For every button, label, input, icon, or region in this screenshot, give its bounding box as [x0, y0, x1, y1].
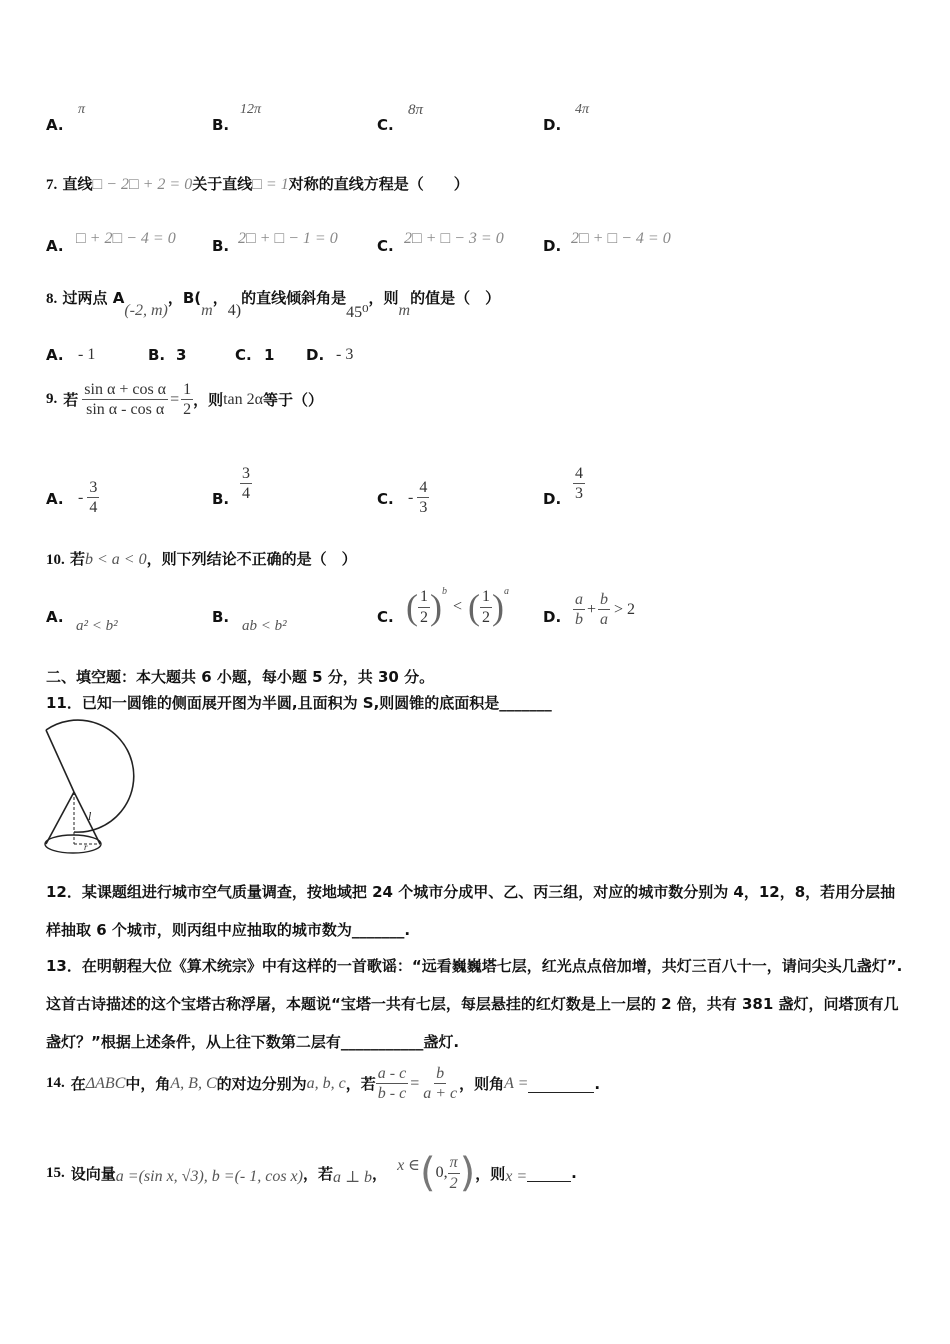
q9-text-1: 若	[63, 391, 79, 410]
q9-fraction	[82, 380, 168, 419]
q6-option-c-label: C.	[377, 116, 394, 134]
q9-number: 9.	[46, 391, 58, 408]
q10-option-c-paren-open-1: (	[406, 587, 418, 627]
question-11: 11．已知一圆锥的侧面展开图为半圆,且面积为 S,则圆锥的底面积是_______	[46, 694, 552, 712]
q15-vectors: a =(sin x, √3), b =(- 1, cos x)	[115, 1168, 303, 1185]
q15-number: 15.	[46, 1164, 65, 1181]
q6-option-b-value: 12π	[240, 102, 262, 117]
q9-fraction-numerator: sin α + cos α	[82, 380, 168, 400]
q10-option-c-base-1-num: 1	[418, 587, 430, 607]
q10-number: 10.	[46, 552, 65, 568]
q10-option-b-label: B.	[212, 608, 230, 626]
q10-option-d-label: D.	[543, 608, 562, 626]
q10-option-c-base-2	[480, 587, 492, 626]
q10-option-d-frac-1	[573, 590, 585, 629]
q9-option-c-den: 3	[419, 499, 428, 517]
q9-option-b-num: 3	[240, 464, 252, 484]
q9-option-c-fraction	[417, 478, 429, 517]
q9-option-a-num: 3	[87, 478, 99, 498]
q7-text-2: 关于直线	[192, 175, 253, 193]
q8-option-b-value: 3	[176, 346, 187, 364]
q14-text-4: ，若	[345, 1075, 376, 1094]
q9-option-a-den: 4	[89, 499, 98, 517]
q10-option-c-paren-close-1: )	[430, 587, 442, 627]
q9-text-2: ，则	[193, 391, 224, 410]
q15-text-3: ，	[372, 1164, 388, 1183]
question-14	[46, 1064, 600, 1103]
q9-text-3: 等于（）	[263, 391, 324, 410]
q7-option-d-value: 2□ + □ − 4 = 0	[571, 230, 671, 247]
q15-answer-blank[interactable]	[527, 1165, 571, 1182]
q8-option-d-value: - 3	[336, 346, 354, 363]
question-10	[46, 548, 357, 569]
q14-sides: a, b, c	[306, 1074, 346, 1092]
q14-end: .	[594, 1074, 601, 1093]
q7-line-2: □ = 1	[252, 176, 289, 193]
q8-text-4: ，则	[368, 289, 399, 307]
q10-option-a-label: A.	[46, 608, 64, 626]
q10-option-c-paren-open-2: (	[468, 587, 481, 627]
q7-option-a-value: □ + 2□ − 4 = 0	[76, 230, 176, 247]
q9-equals: =	[170, 390, 180, 408]
q10-option-c-base-1-den: 2	[420, 608, 428, 626]
q14-rhs-fraction	[421, 1064, 459, 1103]
q8-text-3: 的直线倾斜角是	[241, 289, 347, 307]
q10-option-d-value	[573, 590, 635, 629]
q10-option-c-label: C.	[377, 608, 394, 626]
q8-angle: 45⁰	[346, 304, 369, 321]
q10-text-2: ，则下列结论不正确的是（ ）	[146, 550, 357, 568]
q14-angles: A, B, C	[170, 1074, 217, 1092]
q10-option-d-n1: a	[573, 590, 585, 610]
q9-option-b-den: 4	[242, 485, 250, 503]
question-12: 12．某课题组进行城市空气质量调查，按地域把 24 个城市分成甲、乙、丙三组，对应的城市数分别为 4，12，8，若用分层抽样抽取 6 个城市，则丙组中应抽取的城市数为_______.	[46, 883, 896, 939]
q7-text-3: 对称的直线方程是（ ）	[288, 175, 469, 193]
q10-option-c-base-2-num: 1	[480, 587, 492, 607]
q10-option-d-d1: b	[575, 611, 583, 629]
q9-option-a-sign: -	[78, 488, 84, 506]
q14-answer-label: A =	[504, 1074, 529, 1092]
q9-rhs-numerator: 1	[181, 380, 193, 400]
q8-option-c-label: C.	[235, 346, 252, 364]
q7-number: 7.	[46, 177, 58, 193]
q15-end: .	[571, 1164, 577, 1182]
q14-text-3: 的对边分别为	[216, 1075, 307, 1094]
q15-text-4: ，则	[475, 1164, 506, 1183]
q14-number: 14.	[46, 1075, 65, 1092]
q9-option-c-num: 4	[417, 478, 429, 498]
q10-option-d-frac-2	[598, 590, 610, 629]
q14-text-1: 在	[70, 1075, 86, 1094]
q7-option-a-label: A.	[46, 237, 64, 255]
q15-domain-label: x ∈	[397, 1157, 421, 1174]
q10-option-a-value: a² < b²	[76, 618, 118, 634]
q9-option-c-label: C.	[377, 490, 394, 508]
q15-answer-label: x =	[505, 1168, 528, 1185]
q14-text-2: 中，角	[125, 1075, 171, 1094]
q7-option-c-value: 2□ + □ − 3 = 0	[404, 230, 504, 247]
q7-option-c-label: C.	[377, 237, 394, 255]
q6-option-c-value: 8π	[408, 102, 424, 118]
q9-fraction-denominator: sin α - cos α	[86, 401, 165, 419]
q14-triangle: ΔABC	[85, 1074, 126, 1092]
q9-rhs-fraction	[181, 380, 193, 419]
q9-option-a-label: A.	[46, 490, 64, 508]
q14-lhs-fraction	[376, 1064, 408, 1103]
q10-option-c-base-1	[418, 587, 430, 626]
q6-option-a-label: A.	[46, 116, 64, 134]
q10-option-b-value: ab < b²	[242, 618, 287, 634]
q8-point-b-y: 4)	[227, 302, 242, 319]
q9-option-a-value	[78, 478, 99, 517]
q10-option-c-lt: <	[453, 598, 463, 615]
q8-option-c-value: 1	[264, 346, 275, 364]
q8-option-a-value: - 1	[78, 346, 96, 363]
q9-option-b-label: B.	[212, 490, 230, 508]
q7-option-b-value: 2□ + □ − 1 = 0	[238, 230, 338, 247]
q10-option-c-exp-2: a	[504, 586, 510, 597]
q8-text-1: 过两点 A	[62, 289, 125, 307]
q15-domain-fraction	[448, 1153, 460, 1192]
q10-option-d-d2: a	[600, 611, 609, 629]
q8-number: 8.	[46, 291, 58, 307]
q15-text-2: ，若	[302, 1164, 333, 1183]
question-13: 13．在明朝程大位《算术统宗》中有这样的一首歌谣：“远看巍巍塔七层，红光点点倍加增，共灯三百八十一，请问尖头几盏灯”.这首古诗描述的这个宝塔古称浮屠，本题说“宝塔一共有七层，每层悬挂的红灯数是上一层的 2 倍，共有 381 盏灯，问塔顶有几盏灯？”根据上述条件，从上往下数第二层有___________盏灯.	[46, 957, 903, 1051]
question-9	[46, 380, 323, 419]
q8-option-a-label: A.	[46, 346, 64, 364]
q15-paren-close: )	[459, 1150, 476, 1196]
q9-option-d-num: 4	[573, 464, 585, 484]
q9-option-c-sign: -	[408, 488, 414, 506]
q8-text-2: ，B(	[167, 289, 202, 307]
question-7	[46, 173, 469, 194]
question-8	[46, 287, 501, 321]
q6-option-a-value: π	[78, 102, 86, 117]
q8-text-5: 的值是（ ）	[410, 289, 501, 307]
q10-option-d-n2: b	[598, 590, 610, 610]
q14-lhs-num: a - c	[376, 1064, 408, 1084]
q11-label-l: l	[88, 809, 92, 823]
q9-option-b-fraction	[240, 464, 252, 503]
q9-option-d-fraction	[573, 464, 585, 503]
q15-paren-open: (	[420, 1150, 436, 1196]
q15-domain-zero: 0,	[435, 1164, 448, 1181]
q10-option-d-rest: > 2	[614, 600, 636, 618]
q9-option-c-value	[408, 478, 429, 517]
q10-option-c-paren-close-2: )	[492, 587, 505, 627]
q6-option-d-value: 4π	[575, 102, 590, 117]
q15-perpendicular: a ⊥ b	[333, 1169, 373, 1186]
q9-expression: tan 2α	[223, 390, 264, 408]
q9-option-a-fraction	[87, 478, 99, 517]
q11-label-r: r	[84, 842, 88, 852]
q7-line-1: □ − 2□ + 2 = 0	[92, 176, 193, 193]
q7-option-d-label: D.	[543, 237, 562, 255]
q11-cone-base	[45, 835, 101, 853]
q6-option-d-label: D.	[543, 116, 562, 134]
question-15	[46, 1150, 577, 1196]
q10-option-c-base-2-den: 2	[482, 608, 491, 626]
q14-answer-blank[interactable]	[528, 1074, 594, 1093]
q8-point-b-x: m	[201, 302, 213, 319]
q11-radius-line	[46, 730, 74, 792]
q14-text-5: ，则角	[459, 1075, 505, 1094]
q14-rhs-num: b	[434, 1064, 446, 1084]
q9-rhs-denominator: 2	[183, 401, 192, 419]
q15-domain-den: 2	[449, 1174, 458, 1192]
q7-text-1: 直线	[62, 175, 93, 193]
q14-equals: =	[410, 1074, 420, 1092]
q8-point-b-sep: ，	[212, 289, 228, 307]
q6-option-b-label: B.	[212, 116, 230, 134]
q15-domain-num: π	[448, 1153, 460, 1173]
q10-text-1: 若	[69, 550, 85, 568]
q14-lhs-den: b - c	[377, 1085, 407, 1103]
q10-option-d-plus: +	[587, 600, 597, 618]
q8-option-d-label: D.	[306, 346, 325, 364]
q15-text-1: 设向量	[70, 1164, 116, 1183]
q10-option-c-value	[406, 586, 509, 628]
q10-condition: b < a < 0	[85, 551, 147, 568]
q8-option-b-label: B.	[148, 346, 166, 364]
q8-variable: m	[398, 302, 411, 319]
q11-cone-figure	[40, 718, 152, 860]
q7-option-b-label: B.	[212, 237, 230, 255]
q9-option-d-label: D.	[543, 490, 562, 508]
q9-option-d-den: 3	[575, 485, 583, 503]
section-2-heading: 二、填空题：本大题共 6 小题，每小题 5 分，共 30 分。	[46, 668, 435, 686]
q8-point-a: (-2, m)	[124, 302, 168, 319]
q10-option-c-exp-1: b	[442, 586, 447, 597]
q14-rhs-den: a + c	[423, 1085, 458, 1103]
